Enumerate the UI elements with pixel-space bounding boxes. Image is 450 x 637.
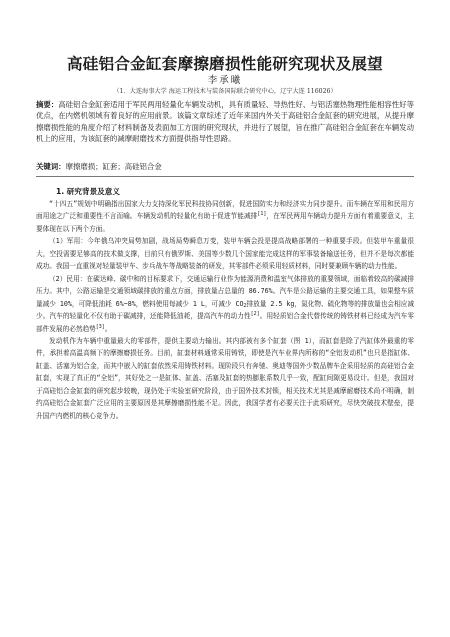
paragraph-text: （2）民用：在碳达峰、碳中和的目标要求下，交通运输行业作为能源消费和温室气体排放的重要领域，面临着较高的碳减排压力。其中，公路运输是交通领域碳排放的重点方面，排放量占总量的 86.76%。汽车是公路运输的主要交通工具，如果整车质量减少 10%，可降低油耗 6%~8%，燃料使用每减少 1 L，可减少 CO (36, 274, 414, 308)
section-heading: 1. 研究背景及意义 (56, 187, 120, 196)
divider (36, 176, 414, 177)
paragraph (36, 198, 414, 235)
keywords (36, 161, 414, 172)
paragraph-text: （1）军用：今年俄乌冲突局势加剧，战场局势瞬息万变，装甲车辆会投是提高战略部署的一种重要手段。但装甲车重量很大，空投需要足够高的技术做支撑，目前只有俄罗斯、美国等少数几个国家能完成这样的军事装备输送任务，但并不是每次都能成功。我国一直重视对轻量装甲车、步兵战车等战略装备的研发，其零部件必须采用轻质材料，同时要兼顾车辆的动力性能。 (36, 237, 414, 271)
paragraph (36, 235, 414, 272)
citation: [3] (95, 323, 105, 330)
paper-title: 高硅铝合金缸套摩擦磨损性能研究现状及展望 (66, 55, 383, 73)
abstract-text: 高硅铝合金缸套适用于军民两用轻量化车辆发动机，具有质量轻、导热性好、与铝活塞热物理性能相容性好等优点，在内燃机领域有着良好的应用前景。该篇文章综述了近年来国内外关于高硅铝合金缸套的研究进展，从提升摩擦磨损性能的角度介绍了材料制备及表面加工方面的研究现状，并进行了展望，旨在推广高硅铝合金缸套在车辆发动机上的应用，为该缸套的减摩耐磨技术方面提供指导性思路。 (36, 100, 414, 144)
citation: [1] (257, 211, 267, 218)
paragraph (36, 273, 414, 335)
citation: [2] (250, 311, 260, 318)
paragraph-text: 。用轻质铝合金代替传统的铸铁材料已经成为汽车零部件发展的必然趋势 (36, 312, 414, 333)
abstract-label: 摘要： (36, 100, 59, 109)
paragraph-text: “十四五”规划中明确指出国家大力支持深化军民科技协同创新，促进国防实力和经济实力同步提升。而车辆在军用和民用方面用途之广泛和重要性不言而喻。车辆发动机的轻量化有助于促进节能减排 (36, 200, 414, 221)
author-name: 李承曦 (207, 75, 243, 86)
paragraph (36, 335, 414, 422)
subscript: 2 (243, 302, 247, 309)
author-affiliation: （1．大连海事大学 海运工程技术与装备国际联合研究中心，辽宁大连 116026） (113, 88, 337, 95)
paragraph-text: 发动机作为车辆中重量最大的零部件，提供主要动力输出。其内部被有多个缸套（图 1），而缸套是除了汽缸体外最重的零件，承担着高温高频下的摩擦磨损任务。目前，缸套材料通常采用铸铁，即使是汽车业界内所称的“全铝发动机”也只是指缸体、缸盖、活塞为铝合金，而其中嵌入的缸套依然采用铸铁材料。现阶段只有奔驰、奥迪等国外少数品牌车企采用轻质的高硅铝合金缸套，实现了真正的“全铝”，其好处之一是缸体、缸盖、活塞及缸套的热膨胀系数几乎一致，配缸间隙更易设计。但是，我国对于高硅铝合金缸套的研究起步较晚，现仍处于实验室研究阶段，由于国外技术封锁，相关技术尤其是减摩耐磨技术尚不明确，制约高硅铝合金缸套广泛应用的主要原因是其摩擦磨损性能不足。因此，我国学者有必要关注于此项研究，尽快突破技术壁垒，提升国产内燃机的核心竞争力。 (36, 336, 414, 420)
body-text (36, 198, 414, 422)
keywords-text: 摩擦磨损；缸套；高硅铝合金 (65, 162, 162, 171)
abstract (36, 99, 414, 145)
paragraph-text: ，在军民两用车辆动力提升方面有着重要意义，主要体现在以下两个方面。 (36, 212, 414, 233)
paragraph-text: 排放量 2.5 kg，氮化物、硫化物等的排放量也会相应减少。汽车的轻量化不仅有助于碳减排，还能降低油耗，提高汽车的动力性 (36, 299, 414, 321)
paragraph-text: 。 (104, 324, 112, 333)
keywords-label: 关键词： (36, 162, 66, 171)
